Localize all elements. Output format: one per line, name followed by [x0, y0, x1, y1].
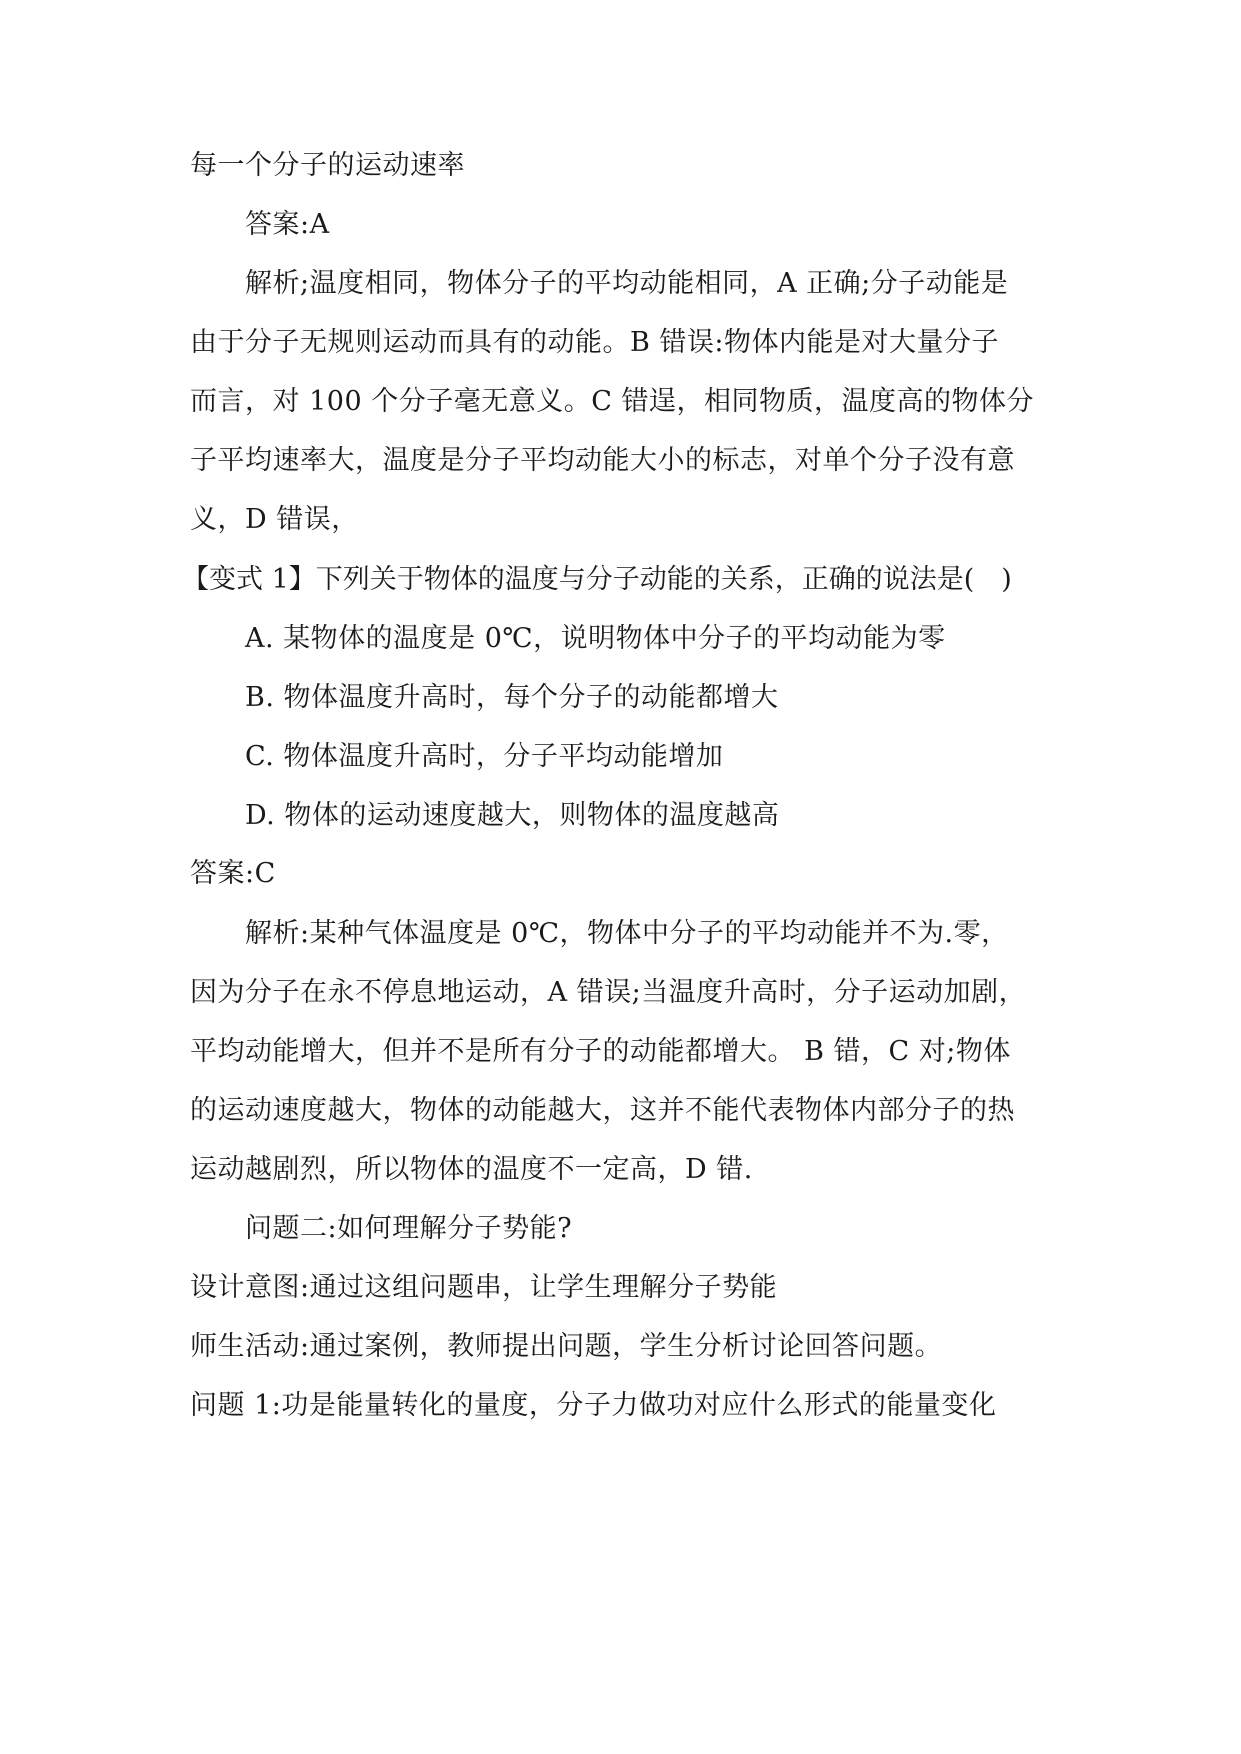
text-line: 因为分子在永不停息地运动，A 错误;当温度升高时，分子运动加剧，: [190, 977, 1027, 1008]
design-intent-line: 设计意图:通过这组问题串，让学生理解分子势能: [190, 1272, 778, 1303]
text-line: 义，D 错误，: [190, 504, 359, 535]
text-line: 运动越剧烈，所以物体的温度不一定高，D 错.: [190, 1154, 753, 1185]
option-c: C. 物体温度升高时，分子平均动能增加: [245, 741, 724, 772]
text-line: 由于分子无规则运动而具有的动能。B 错误:物体内能是对大量分子: [190, 327, 1000, 358]
option-d: D. 物体的运动速度越大，则物体的温度越高: [245, 800, 780, 831]
question-line: 问题 1:功是能量转化的量度，分子力做功对应什么形式的能量变化: [190, 1390, 997, 1421]
text-line: 每一个分子的运动速率: [190, 150, 465, 181]
text-line: 而言，对 100 个分子毫无意义。C 错逞，相同物质，温度高的物体分: [190, 386, 1034, 417]
text-line: 的运动速度越大，物体的动能越大，这并不能代表物体内部分子的热: [190, 1095, 1015, 1126]
analysis-line: 解析:某种气体温度是 0℃，物体中分子的平均动能并不为.零，: [245, 918, 1009, 949]
option-a: A. 某物体的温度是 0℃，说明物体中分子的平均动能为零: [245, 623, 946, 654]
section-heading: 问题二:如何理解分子势能?: [245, 1213, 573, 1244]
activity-line: 师生活动:通过案例，教师提出问题，学生分析讨论回答问题。: [190, 1331, 943, 1362]
question-title: 【变式 1】下列关于物体的温度与分子动能的关系，正确的说法是( ): [182, 564, 1012, 595]
answer-line: 答案:C: [190, 858, 276, 889]
option-b: B. 物体温度升高时，每个分子的动能都增大: [245, 682, 779, 713]
analysis-line: 解析;温度相同，物体分子的平均动能相同，A 正确;分子动能是: [245, 268, 1009, 299]
answer-line: 答案:A: [245, 209, 330, 240]
text-line: 子平均速率大，温度是分子平均动能大小的标志，对单个分子没有意: [190, 445, 1015, 476]
text-line: 平均动能增大，但并不是所有分子的动能都增大。 B 错，C 对;物体: [190, 1036, 1011, 1067]
